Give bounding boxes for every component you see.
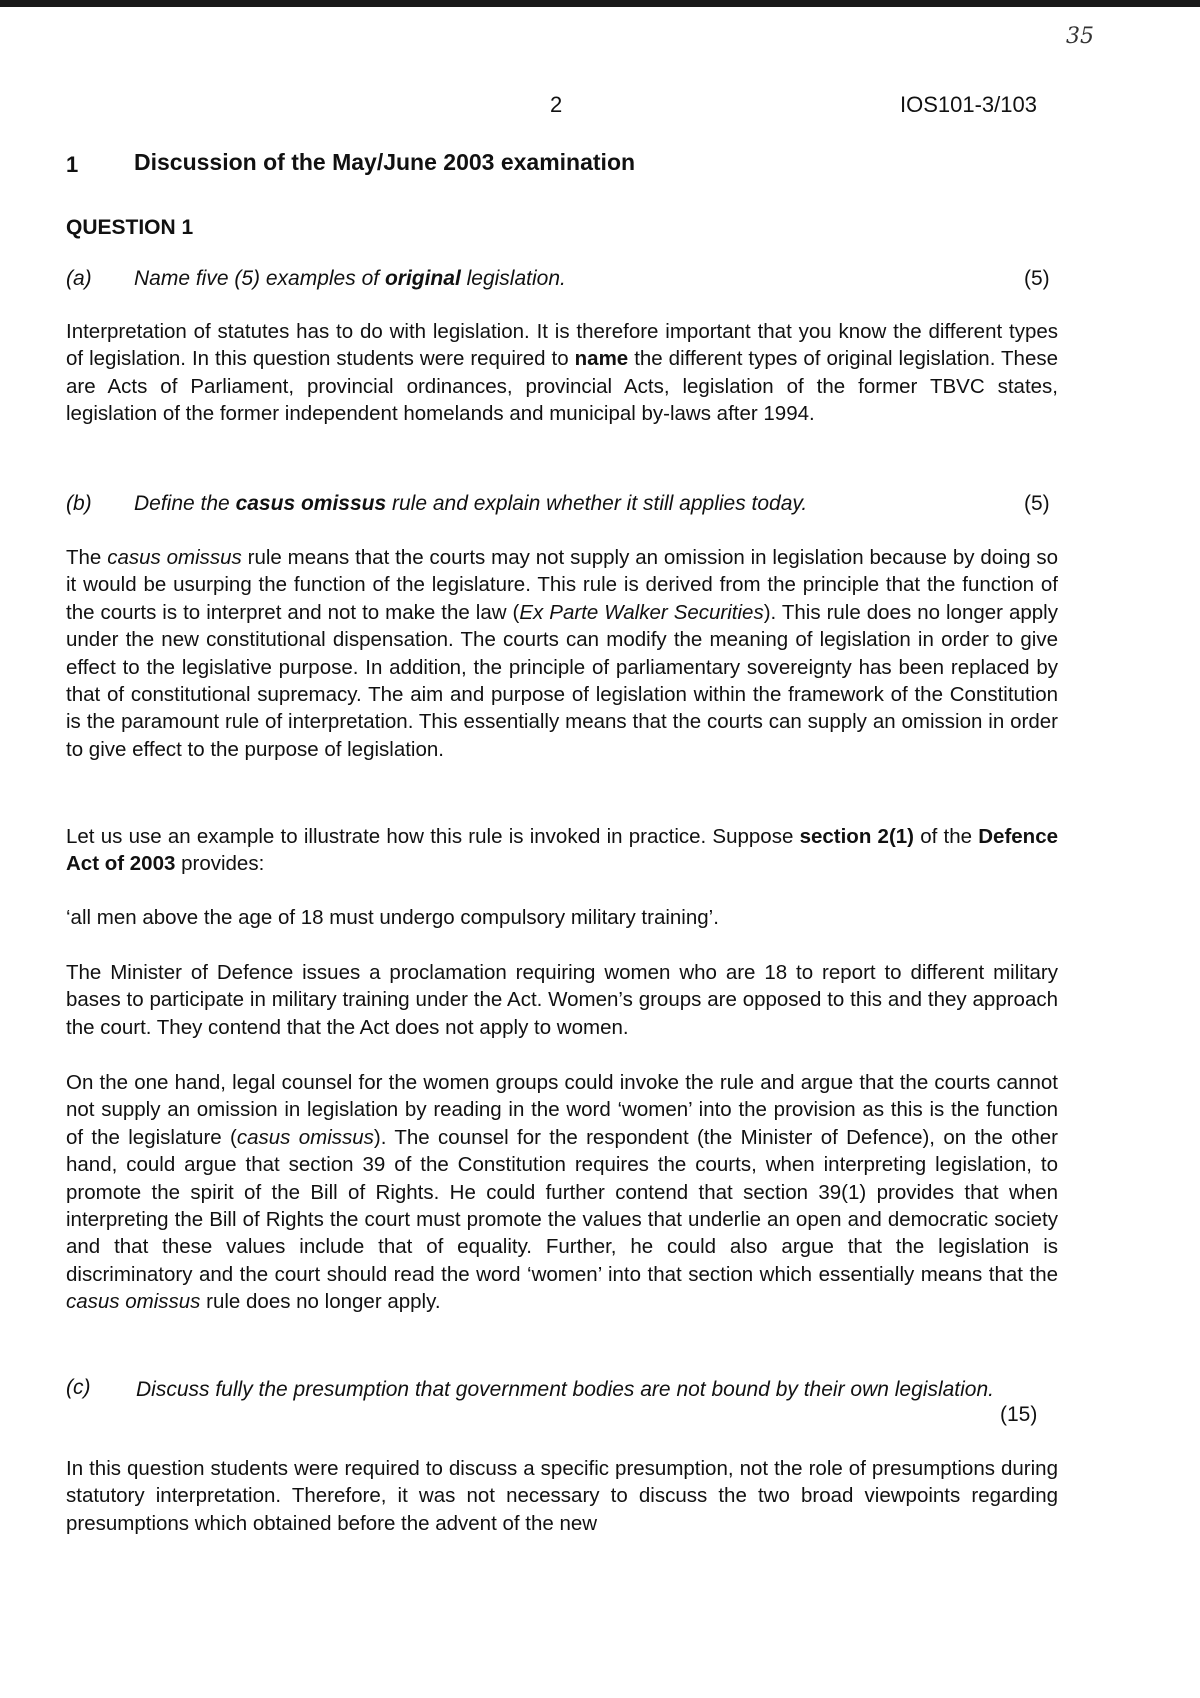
part-b-label: (b) — [66, 492, 92, 515]
part-b-marks: (5) — [1024, 492, 1050, 515]
part-a-question: Name five (5) examples of original legislation. — [134, 267, 566, 290]
page-number: 2 — [550, 92, 563, 117]
part-a-label: (a) — [66, 267, 92, 290]
part-b-answer-1: The casus omissus rule means that the courts may not supply an omission in legislation because by doing so it would be usurping the function of the legislature. This rule is derived from the principle that the function of the courts is to interpret and not to make the law (Ex Parte Walker Securities). This rule does no longer apply under the new constitutional dispensation. The courts can modify the meaning of legislation in order to give effect to the legislative purpose. In addition, the principle of parliamentary sovereignty has been replaced by that of constitutional supremacy. The aim and purpose of legislation within the framework of the Constitution is the paramount rule of interpretation. This essentially means that the courts can supply an omission in order to give effect to the purpose of legislation. — [66, 546, 1058, 761]
statute-quote: ‘all men above the age of 18 must undergo compulsory military training’. — [66, 906, 719, 929]
handwritten-page-note: 35 — [1066, 24, 1094, 49]
part-c-label: (c) — [66, 1376, 91, 1399]
part-a-marks: (5) — [1024, 267, 1050, 290]
part-c-question: Discuss fully the presumption that government bodies are not bound by their own legislation. — [136, 1378, 994, 1401]
question-heading: QUESTION 1 — [66, 216, 194, 239]
part-c-marks: (15) — [1000, 1403, 1038, 1426]
section-title: Discussion of the May/June 2003 examination — [134, 149, 636, 175]
part-b-question: Define the casus omissus rule and explain whether it still applies today. — [134, 492, 808, 515]
document-code: IOS101-3/103 — [900, 92, 1037, 117]
part-b-answer-3: The Minister of Defence issues a proclamation requiring women who are 18 to report to different military bases to participate in military training under the Act. Women’s groups are opposed to this and they approach the court. They contend that the Act does not apply to women. — [66, 961, 1058, 1039]
part-c-answer: In this question students were required to discuss a specific presumption, not the role of presumptions during statutory interpretation. Therefore, it was not necessary to discuss the two broad viewpoints regarding presumptions which obtained before the advent of the new — [66, 1457, 1058, 1535]
part-b-answer-2: Let us use an example to illustrate how this rule is invoked in practice. Suppose section 2(1) of the Defence Act of 2003 provides: — [66, 825, 1059, 876]
top-scan-border — [0, 0, 1200, 7]
section-number: 1 — [66, 152, 79, 177]
part-a-answer: Interpretation of statutes has to do with legislation. It is therefore important that you know the different types of legislation. In this question students were required to name the different types of original legislation. These are Acts of Parliament, provincial ordinances, provincial Acts, legislation of the former TBVC states, legislation of the former independent homelands and municipal by-laws after 1994. — [66, 320, 1059, 426]
part-b-answer-4: On the one hand, legal counsel for the women groups could invoke the rule and argue that the courts cannot not supply an omission in legislation by reading in the word ‘women’ into the provision as this is the function of the legislature (casus omissus). The counsel for the respondent (the Minister of Defence), on the other hand, could argue that section 39 of the Constitution requires the courts, when interpreting legislation, to promote the spirit of the Bill of Rights. He could further contend that section 39(1) provides that when interpreting the Bill of Rights the court must promote the values that underlie an open and democratic society and that these values include that of equality. Further, he could also argue that the legislation is discriminatory and the court should read the word ‘women’ into that section which essentially means that the casus omissus rule does no longer apply. — [66, 1071, 1058, 1314]
